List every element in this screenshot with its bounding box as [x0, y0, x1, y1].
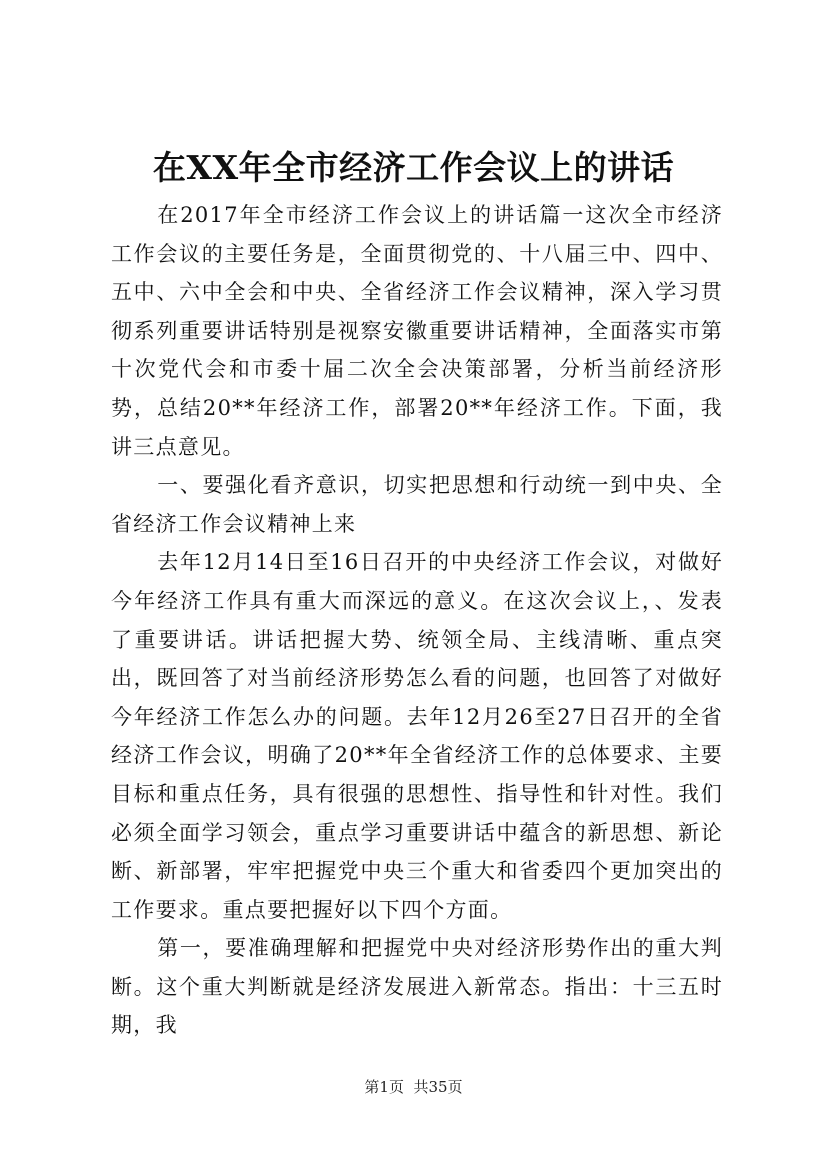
- paragraph-section-heading: 一、要强化看齐意识，切实把思想和行动统一到中央、全省经济工作会议精神上来: [111, 473, 723, 536]
- page-number: 第1页 共35页: [364, 1078, 463, 1096]
- page-footer: [0, 1077, 827, 1097]
- paragraph-intro: 在2017年全市经济工作会议上的讲话篇一这次全市经济工作会议的主要任务是，全面贯彻党的、十八届三中、四中、五中、六中全会和中央、全省经济工作会议精神，深入学习贯彻系列重要讲话特别是视察安徽重要讲话精神，全面落实市第十次党代会和市委十届二次全会决策部署，分析当前经济形势，总结20**年经济工作，部署20**年经济工作。下面，我讲三点意见。: [111, 203, 723, 459]
- document-title: 在XX年全市经济工作会议上的讲话: [152, 148, 675, 187]
- document-body: [111, 196, 723, 1045]
- paragraph-first-point: 第一，要准确理解和把握党中央对经济形势作出的重大判断。这个重大判断就是经济发展进入新常态。指出：十三五时期，我: [111, 936, 723, 1038]
- paragraph-central-meeting: 去年12月14日至16日召开的中央经济工作会议，对做好今年经济工作具有重大而深远的意义。在这次会议上，、发表了重要讲话。讲话把握大势、统领全局、主线清晰、重点突出，既回答了对当前经济形势怎么看的问题，也回答了对做好今年经济工作怎么办的问题。去年12月26至27日召开的全省经济工作会议，明确了20**年全省经济工作的总体要求、主要目标和重点任务，具有很强的思想性、指导性和针对性。我们必须全面学习领会，重点学习重要讲话中蕴含的新思想、新论断、新部署，牢牢把握党中央三个重大和省委四个更加突出的工作要求。重点要把握好以下四个方面。: [111, 550, 723, 922]
